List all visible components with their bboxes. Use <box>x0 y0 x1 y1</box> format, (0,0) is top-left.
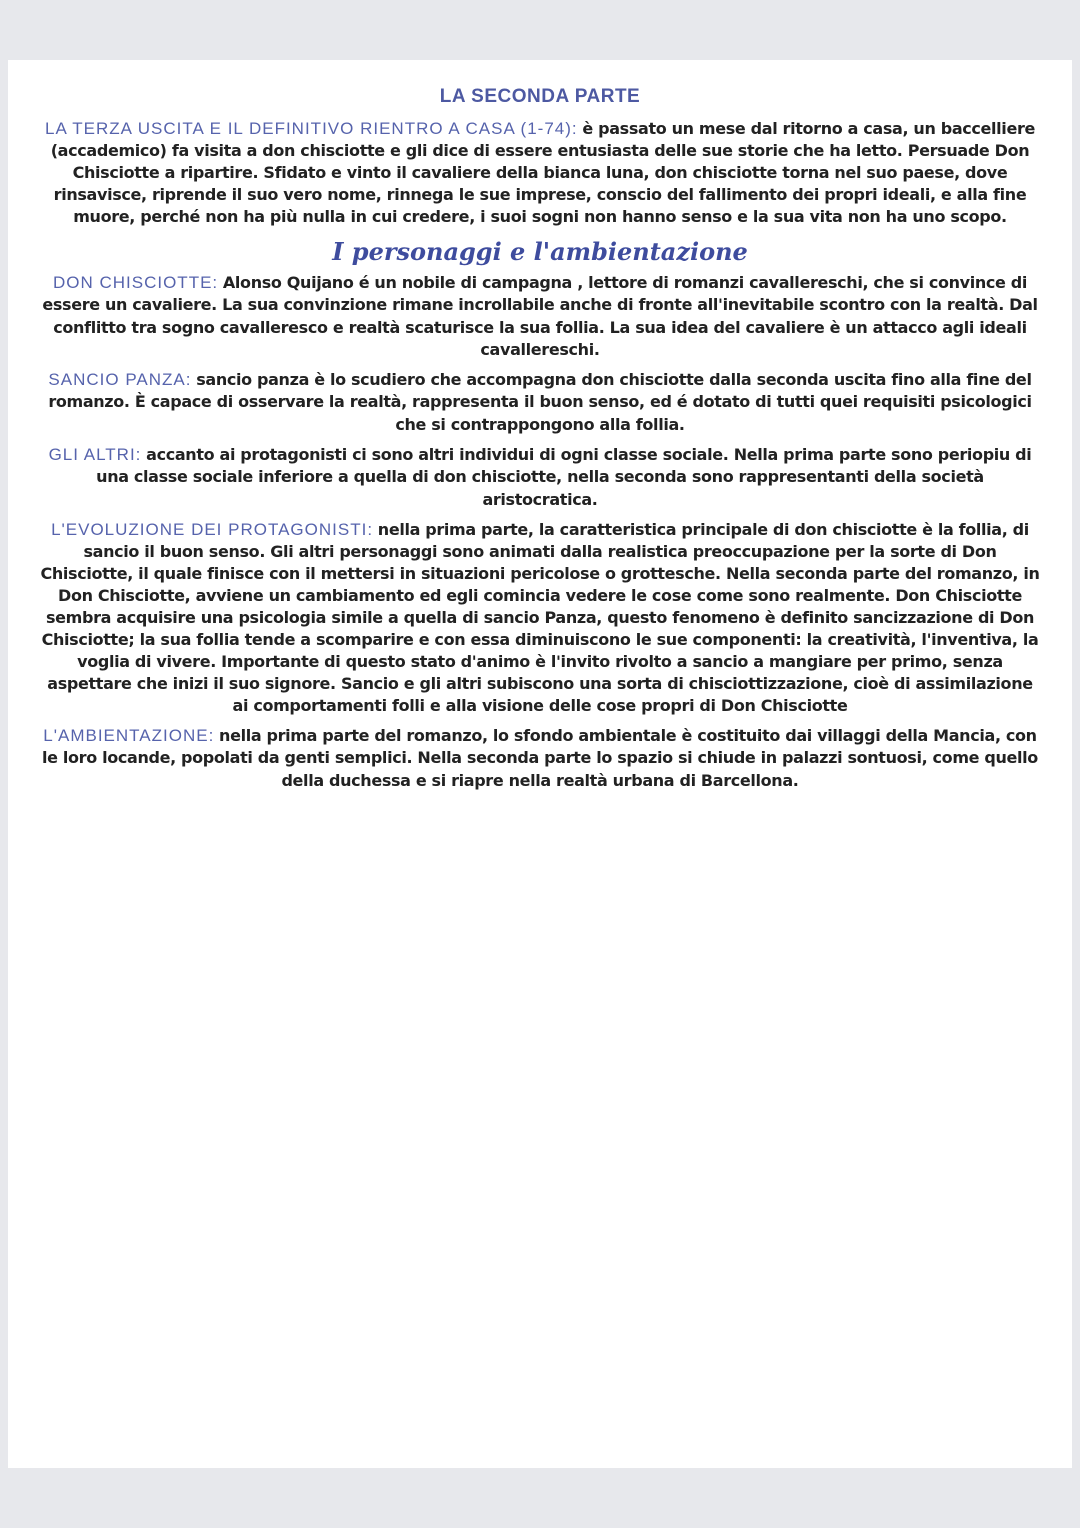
intro-paragraph <box>40 118 1040 228</box>
page-content <box>40 84 1040 800</box>
paragraph-don-chisciotte <box>40 272 1040 361</box>
text-gli-altri: accanto ai protagonisti ci sono altri individui di ogni classe sociale. Nella prima parte sono periopiu di una classe sociale inferiore a quella di don chisciotte, nella seconda sono rappresentanti della società aristocratica. <box>96 445 1032 509</box>
intro-text: è passato un mese dal ritorno a casa, un baccelliere (accademico) fa visita a don chisciotte e gli dice di essere entusiasta delle sue storie che ha letto. Persuade Don Chisciotte a ripartire. Sfidato e vinto il cavaliere della bianca luna, don chisciotte torna nel suo paese, dove rinsavisce, riprende il suo vero nome, rinnega le sue imprese, conscio del fallimento dei propri ideali, e alla fine muore, perché non ha più nulla in cui credere, i suoi sogni non hanno senso e la sua vita non ha uno scopo. <box>50 119 1035 226</box>
label-evoluzione: L'EVOLUZIONE DEI PROTAGONISTI: <box>51 519 374 539</box>
paragraph-evoluzione <box>40 519 1040 717</box>
text-sancio-panza: sancio panza è lo scudiero che accompagna don chisciotte dalla seconda uscita fino alla fine del romanzo. È capace di osservare la realtà, rappresenta il buon senso, ed é dotato di tutti quei requisiti psicologici che si contrappongono alla follia. <box>48 370 1032 434</box>
intro-label: LA TERZA USCITA E IL DEFINITIVO RIENTRO A CASA (1-74): <box>44 119 578 138</box>
text-evoluzione: nella prima parte, la caratteristica principale di don chisciotte è la follia, di sancio il buon senso. Gli altri personaggi sono animati dalla realistica preoccupazione per la sorte di Don Chisciotte, il quale finisce con il mettersi in situazioni pericolose o grottesche. Nella seconda parte del romanzo, in Don Chisciotte, avviene un cambiamento ed egli comincia vedere le cose come sono realmente. Don Chisciotte sembra acquisire una psicologia simile a quella di sancio Panza, questo fenomeno è definito sancizzazione di Don Chisciotte; la sua follia tende a scomparire e con essa diminuiscono le sue componenti: la creatività, l'inventiva, la voglia di vivere. Importante di questo stato d'animo è l'invito rivolto a sancio a mangiare per primo, senza aspettare che inizi il suo signore. Sancio e gli altri subiscono una sorta di chisciottizzazione, cioè di assimilazione ai comportamenti folli e alla visione delle cose propri di Don Chisciotte <box>40 519 1040 715</box>
paragraph-sancio-panza <box>40 369 1040 436</box>
section-heading: I personaggi e l'ambientazione <box>332 237 748 266</box>
notes-page <box>8 60 1072 1468</box>
text-don-chisciotte: Alonso Quijano é un nobile di campagna , lettore di romanzi cavallereschi, che si convince di essere un cavaliere. La sua convinzione rimane incrollabile anche di fronte all'inevitabile scontro con la realtà. Dal conflitto tra sogno cavalleresco e realtà scaturisce la sua follia. La sua idea del cavaliere è un attacco agli ideali cavallereschi. <box>42 273 1038 359</box>
page-title: LA SECONDA PARTE <box>439 86 641 107</box>
label-sancio-panza: SANCIO PANZA: <box>48 370 192 390</box>
paragraph-gli-altri <box>40 444 1040 511</box>
label-don-chisciotte: DON CHISCIOTTE: <box>52 273 219 292</box>
paragraph-ambientazione <box>40 725 1040 792</box>
label-gli-altri: GLI ALTRI: <box>48 445 142 465</box>
text-ambientazione: nella prima parte del romanzo, lo sfondo ambientale è costituito dai villaggi della Mancia, con le loro locande, popolati da genti semplici. Nella seconda parte lo spazio si chiude in palazzi sontuosi, come quello della duchessa e si riapre nella realtà urbana di Barcellona. <box>42 725 1038 790</box>
label-ambientazione: L'AMBIENTAZIONE: <box>43 725 215 745</box>
